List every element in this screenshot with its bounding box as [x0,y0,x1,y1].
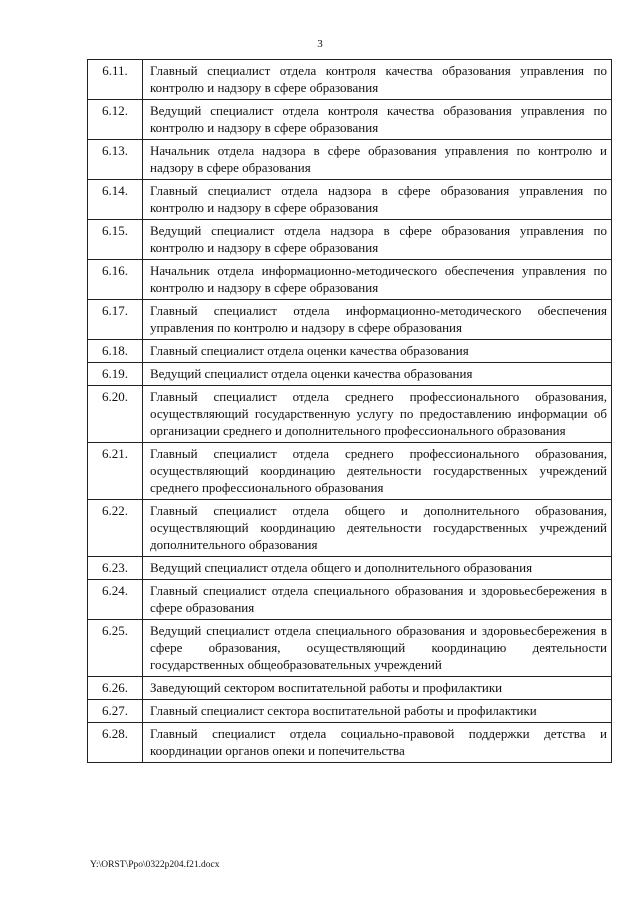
position-title: Главный специалист отдела контроля качества образования управления по контролю и надзору в сфере образования [143,60,612,100]
table-row [88,677,612,700]
position-title: Главный специалист сектора воспитательной работы и профилактики [143,700,612,723]
row-number: 6.27. [88,700,143,723]
position-title: Главный специалист отдела надзора в сфере образования управления по контролю и надзору в сфере образования [143,180,612,220]
position-title: Ведущий специалист отдела оценки качества образования [143,363,612,386]
position-title: Главный специалист отдела информационно-методического обеспечения управления по контролю и надзору в сфере образования [143,300,612,340]
positions-table-body [88,60,612,763]
position-title: Заведующий сектором воспитательной работы и профилактики [143,677,612,700]
position-title: Ведущий специалист отдела надзора в сфере образования управления по контролю и надзору в сфере образования [143,220,612,260]
table-row [88,220,612,260]
position-title: Начальник отдела надзора в сфере образования управления по контролю и надзору в сфере образования [143,140,612,180]
table-row [88,300,612,340]
row-number: 6.28. [88,723,143,763]
row-number: 6.16. [88,260,143,300]
row-number: 6.20. [88,386,143,443]
table-row [88,723,612,763]
table-row [88,500,612,557]
row-number: 6.21. [88,443,143,500]
row-number: 6.24. [88,580,143,620]
table-row [88,260,612,300]
position-title: Главный специалист отдела среднего профессионального образования, осуществляющий координацию деятельности государственных учреждений среднего профессионального образования [143,443,612,500]
table-row [88,100,612,140]
position-title: Ведущий специалист отдела контроля качества образования управления по контролю и надзору в сфере образования [143,100,612,140]
table-row [88,620,612,677]
table-row [88,180,612,220]
position-title: Главный специалист отдела специального образования и здоровьесбережения в сфере образования [143,580,612,620]
row-number: 6.15. [88,220,143,260]
document-path-footer: Y:\ORST\Ppo\0322p204.f21.docx [90,860,220,870]
row-number: 6.23. [88,557,143,580]
table-row [88,340,612,363]
position-title: Ведущий специалист отдела специального образования и здоровьесбережения в сфере образования, осуществляющий координацию деятельности государственных общеобразовательных учреждений [143,620,612,677]
table-row [88,140,612,180]
table-row [88,700,612,723]
position-title: Главный специалист отдела общего и дополнительного образования, осуществляющий координацию деятельности государственных учреждений дополнительного образования [143,500,612,557]
row-number: 6.25. [88,620,143,677]
row-number: 6.14. [88,180,143,220]
table-row [88,443,612,500]
table-row [88,557,612,580]
table-row [88,60,612,100]
positions-table [87,59,612,763]
position-title: Главный специалист отдела среднего профессионального образования, осуществляющий государственную услугу по предоставлению информации об организации среднего и дополнительного профессионального образования [143,386,612,443]
position-title: Ведущий специалист отдела общего и дополнительного образования [143,557,612,580]
row-number: 6.12. [88,100,143,140]
row-number: 6.13. [88,140,143,180]
position-title: Главный специалист отдела социально-правовой поддержки детства и координации органов опеки и попечительства [143,723,612,763]
position-title: Главный специалист отдела оценки качества образования [143,340,612,363]
row-number: 6.22. [88,500,143,557]
table-row [88,580,612,620]
position-title: Начальник отдела информационно-методического обеспечения управления по контролю и надзору в сфере образования [143,260,612,300]
table-row [88,386,612,443]
row-number: 6.26. [88,677,143,700]
row-number: 6.17. [88,300,143,340]
row-number: 6.11. [88,60,143,100]
table-row [88,363,612,386]
page-number: 3 [317,38,323,50]
row-number: 6.19. [88,363,143,386]
row-number: 6.18. [88,340,143,363]
